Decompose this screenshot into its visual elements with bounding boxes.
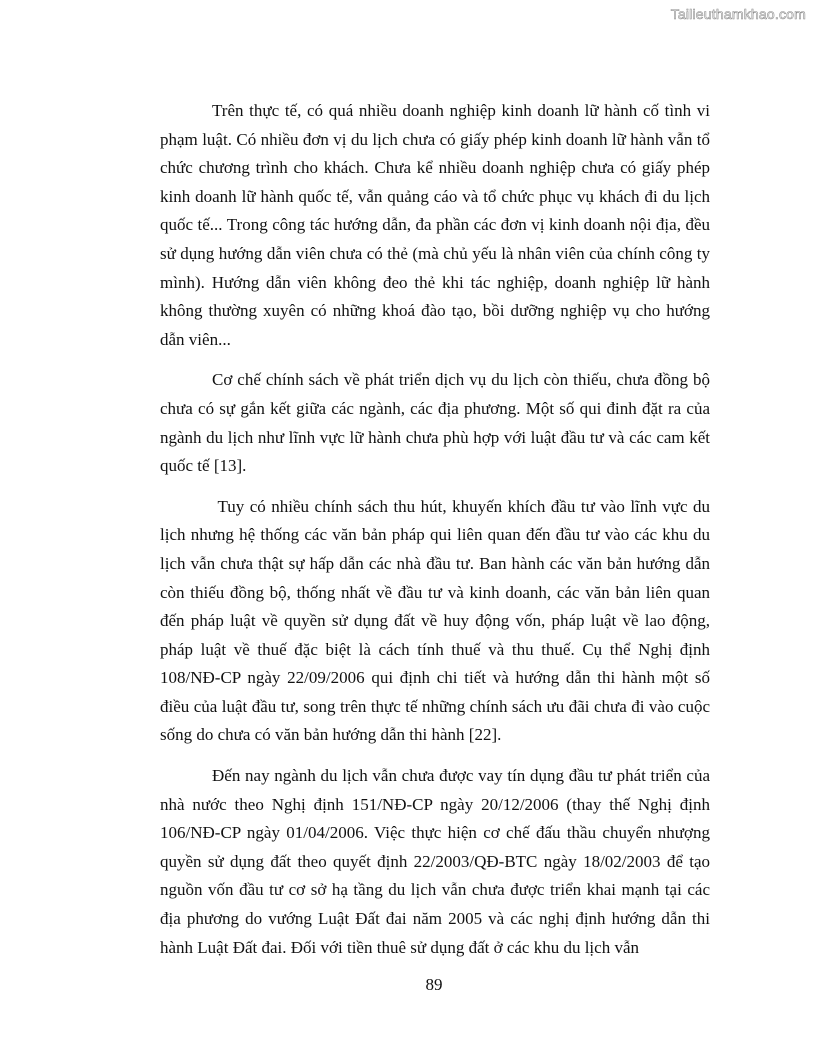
paragraph-2: Cơ chế chính sách về phát triển dịch vụ du lịch còn thiếu, chưa đồng bộ chưa có sự gắn kết giữa các ngành, các địa phương. Một số qui đinh đặt ra của ngành du lịch như lĩnh vực lữ hành chưa phù hợp với luật đầu tư và các cam kết quốc tế [13]. xyxy=(160,370,710,476)
paragraph-4: Đến nay ngành du lịch vẫn chưa được vay tín dụng đầu tư phát triển của nhà nước theo Nghị định 151/NĐ-CP ngày 20/12/2006 (thay thế Nghị định 106/NĐ-CP ngày 01/04/2006. Việc thực hiện cơ chế đấu thầu chuyển nhượng quyền sử dụng đất theo quyết định 22/2003/QĐ-BTC ngày 18/02/2003 để tạo nguồn vốn đầu tư cơ sở hạ tầng du lịch vẫn chưa được triển khai mạnh tại các địa phương do vướng Luật Đất đai năm 2005 và các nghị định hướng dẫn thi hành Luật Đất đai. Đối với tiền thuê sử dụng đất ở các khu du lịch vẫn xyxy=(160,766,710,957)
document-body xyxy=(160,97,715,974)
page-number: 89 xyxy=(425,975,443,994)
watermark-text: Tailieuthamkhao.com xyxy=(670,6,806,22)
paragraph-1: Trên thực tế, có quá nhiều doanh nghiệp kinh doanh lữ hành cố tình vi phạm luật. Có nhiều đơn vị du lịch chưa có giấy phép kinh doanh lữ hành vẫn tổ chức chương trình cho khách. Chưa kể nhiều doanh nghiệp chưa có giấy phép kinh doanh lữ hành quốc tế, vẫn quảng cáo và tổ chức phục vụ khách đi du lịch quốc tế... Trong công tác hướng dẫn, đa phần các đơn vị kinh doanh nội địa, đều sử dụng hướng dẫn viên chưa có thẻ (mà chủ yếu là nhân viên của chính công ty mình). Hướng dẫn viên không đeo thẻ khi tác nghiệp, doanh nghiệp lữ hành không thường xuyên có những khoá đào tạo, bồi dưỡng nghiệp vụ cho hướng dẫn viên... xyxy=(160,101,710,349)
paragraph-3: Tuy có nhiều chính sách thu hút, khuyến khích đầu tư vào lĩnh vực du lịch nhưng hệ thống các văn bản pháp qui liên quan đến đầu tư vào các khu du lịch vẫn chưa thật sự hấp dẫn các nhà đầu tư. Ban hành các văn bản hướng dẫn còn thiếu đồng bộ, thống nhất về đầu tư và kinh doanh, các văn bản liên quan đến pháp luật về quyền sử dụng đất về huy động vốn, pháp luật về lao động, pháp luật về thuế đặc biệt là cách tính thuế và thu thuế. Cụ thể Nghị định 108/NĐ-CP ngày 22/09/2006 qui định chi tiết và hướng dẫn thi hành một số điều của luật đầu tư, song trên thực tế những chính sách ưu đãi chưa đi vào cuộc sống do chưa có văn bản hướng dẫn thi hành [22]. xyxy=(160,496,715,745)
